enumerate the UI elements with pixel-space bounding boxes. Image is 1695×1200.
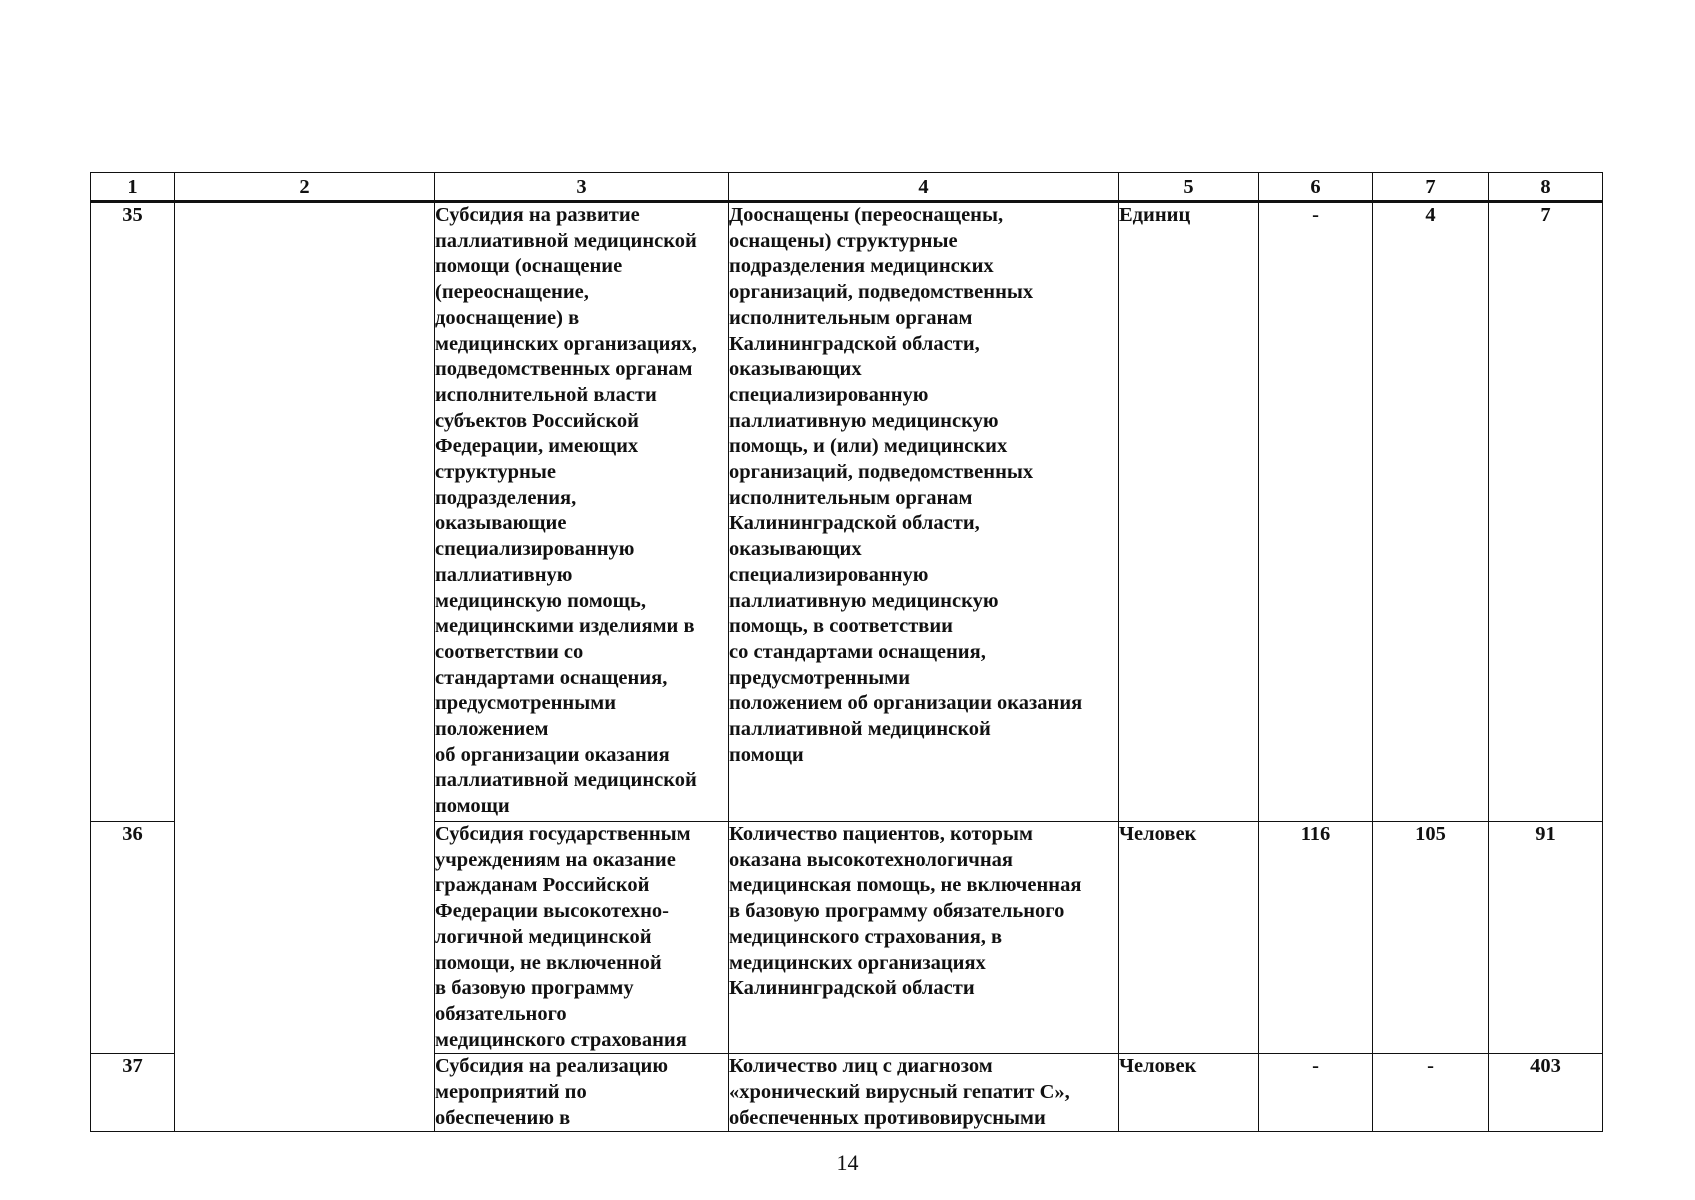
- subsidy-name-cell: Субсидия на развитие паллиативной медицинской помощи (оснащение (переоснащение, дооснащение) в медицинских организациях, подведомственных органам исполнительной власти субъектов Российской Федерации, имеющих структурные подразделения, оказывающие специализированную паллиативную медицинскую помощь, медицинскими изделиями в соответствии со стандартами оснащения, предусмотренными положением об организации оказания паллиативной медицинской помощи: [435, 202, 729, 822]
- column-header-4: 4: [729, 173, 1119, 202]
- column-header-2: 2: [175, 173, 435, 202]
- value-col7-cell: 105: [1373, 822, 1489, 1054]
- column-2-cell: [175, 202, 435, 1132]
- column-header-8: 8: [1489, 173, 1603, 202]
- result-description-cell: Дооснащены (переоснащены, оснащены) структурные подразделения медицинских организаций, подведомственных исполнительным органам Калининградской области, оказывающих специализированную паллиативную медицинскую помощь, и (или) медицинских организаций, подведомственных исполнительным органам Калининградской области, оказывающих специализированную паллиативную медицинскую помощь, в соответствии со стандартами оснащения, предусмотренными положением об организации оказания паллиативной медицинской помощи: [729, 202, 1119, 822]
- unit-cell: Человек: [1119, 1054, 1259, 1132]
- table-header-row: [91, 173, 1603, 202]
- value-col8-cell: 7: [1489, 202, 1603, 822]
- row-number: 36: [91, 822, 175, 1054]
- value-col6-cell: 116: [1259, 822, 1373, 1054]
- column-header-5: 5: [1119, 173, 1259, 202]
- row-number: 37: [91, 1054, 175, 1132]
- column-header-1: 1: [91, 173, 175, 202]
- unit-cell: Единиц: [1119, 202, 1259, 822]
- unit-cell: Человек: [1119, 822, 1259, 1054]
- table-row: [91, 202, 1603, 822]
- row-number: 35: [91, 202, 175, 822]
- data-table: [90, 172, 1603, 1132]
- subsidy-name-cell: Субсидия на реализацию мероприятий по обеспечению в: [435, 1054, 729, 1132]
- result-description-cell: Количество лиц с диагнозом «хронический вирусный гепатит С», обеспеченных противовирусными: [729, 1054, 1119, 1132]
- value-col7-cell: 4: [1373, 202, 1489, 822]
- value-col6-cell: -: [1259, 1054, 1373, 1132]
- column-header-6: 6: [1259, 173, 1373, 202]
- value-col7-cell: -: [1373, 1054, 1489, 1132]
- value-col8-cell: 91: [1489, 822, 1603, 1054]
- value-col8-cell: 403: [1489, 1054, 1603, 1132]
- subsidy-name-cell: Субсидия государственным учреждениям на оказание гражданам Российской Федерации высокотехно- логичной медицинской помощи, не включенной в базовую программу обязательного медицинского страхования: [435, 822, 729, 1054]
- page-number: 14: [836, 1150, 859, 1175]
- value-col6-cell: -: [1259, 202, 1373, 822]
- column-header-3: 3: [435, 173, 729, 202]
- result-description-cell: Количество пациентов, которым оказана высокотехнологичная медицинская помощь, не включенная в базовую программу обязательного медицинского страхования, в медицинских организациях Калининградской области: [729, 822, 1119, 1054]
- column-header-7: 7: [1373, 173, 1489, 202]
